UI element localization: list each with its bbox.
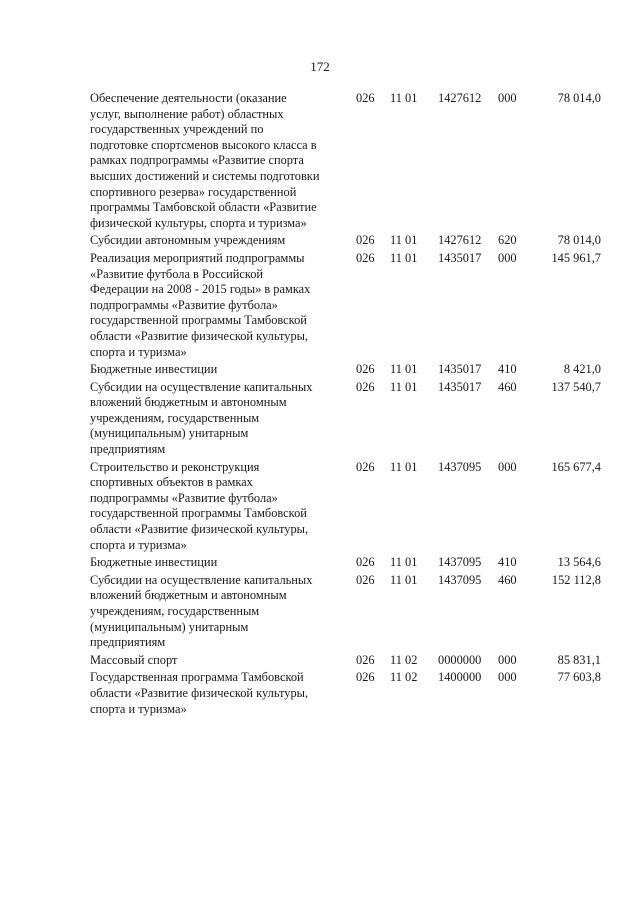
row-rz-pr: 11 02 (390, 652, 418, 667)
row-vr: 410 (498, 362, 517, 377)
table-row (90, 460, 601, 556)
row-name-line: программы Тамбовской области «Развитие (90, 200, 317, 215)
row-sum: 8 421,0 (563, 362, 601, 377)
row-name-line: подпрограммы «Развитие футбола» (90, 490, 278, 505)
row-name-line: Обеспечение деятельности (оказание (90, 91, 287, 105)
row-name (90, 670, 356, 719)
row-name-line: подпрограммы «Развитие футбола» (90, 297, 278, 312)
row-vr: 620 (498, 233, 517, 248)
row-csr: 1427612 (438, 91, 482, 105)
table-row (90, 670, 601, 719)
row-rz-pr: 11 01 (390, 233, 418, 248)
row-vr: 000 (498, 670, 517, 685)
row-name (90, 362, 356, 380)
row-name-line: «Развитие футбола в Российской (90, 266, 264, 281)
row-name-line: учреждениям, государственным (90, 604, 260, 618)
row-rz-pr: 11 01 (390, 555, 418, 570)
row-csr: 1437095 (438, 555, 482, 570)
row-name (90, 460, 356, 556)
page-number: 172 (310, 59, 330, 74)
row-vr: 000 (498, 652, 517, 667)
row-name-line: Бюджетные инвестиции (90, 555, 218, 570)
row-name-line: подготовке спортсменов высокого класса в (90, 137, 317, 152)
row-sum: 78 014,0 (557, 91, 601, 105)
table-row (90, 573, 601, 653)
row-name-line: области «Развитие физической культуры, (90, 685, 309, 700)
table-row (90, 251, 601, 362)
row-csr: 1437095 (438, 572, 482, 587)
row-name-line: государственных учреждений по (90, 122, 264, 137)
table-row (90, 380, 601, 460)
row-name-line: Реализация мероприятий подпрограммы (90, 250, 305, 265)
row-ved: 026 (356, 572, 375, 587)
row-csr: 1435017 (438, 379, 482, 394)
table-row (90, 362, 601, 380)
row-name-line: предприятиям (90, 635, 166, 650)
row-name (90, 233, 356, 251)
row-ved: 026 (356, 379, 375, 394)
row-sum: 165 677,4 (551, 459, 601, 474)
row-name-line: предприятиям (90, 442, 166, 457)
row-name-line: Субсидии на осуществление капитальных (90, 572, 313, 587)
row-rz-pr: 11 02 (390, 670, 418, 685)
row-ved: 026 (356, 91, 375, 105)
row-name-line: (муниципальным) унитарным (90, 426, 249, 441)
row-ved: 026 (356, 555, 375, 570)
table-row (90, 91, 601, 233)
row-name-line: спорта и туризма» (90, 701, 187, 716)
row-sum: 77 603,8 (557, 670, 601, 685)
row-name (90, 555, 356, 573)
row-name-line: Бюджетные инвестиции (90, 362, 218, 377)
row-sum: 152 112,8 (551, 572, 601, 587)
row-name-line: Строительство и реконструкция (90, 459, 260, 474)
row-name-line: Субсидии на осуществление капитальных (90, 379, 313, 394)
budget-rows (90, 91, 601, 719)
row-name-line: области «Развитие физической культуры, (90, 328, 309, 343)
row-name-line: Массовый спорт (90, 652, 178, 667)
row-name (90, 251, 356, 362)
row-ved: 026 (356, 459, 375, 474)
row-name-line: вложений бюджетным и автономным (90, 588, 287, 603)
row-name-line: области «Развитие физической культуры, (90, 522, 309, 537)
row-name-line: государственной программы Тамбовской (90, 313, 307, 328)
row-csr: 1400000 (438, 670, 482, 685)
row-csr: 1427612 (438, 233, 482, 248)
row-sum: 137 540,7 (551, 379, 601, 394)
row-sum: 13 564,6 (557, 555, 601, 570)
row-name (90, 380, 356, 460)
row-vr: 460 (498, 379, 517, 394)
row-name-line: государственной программы Тамбовской (90, 506, 307, 521)
row-name-line: вложений бюджетным и автономным (90, 395, 287, 410)
row-sum: 145 961,7 (551, 250, 601, 265)
row-ved: 026 (356, 362, 375, 377)
row-rz-pr: 11 01 (390, 250, 418, 265)
budget-table (90, 91, 601, 719)
row-name-line: Государственная программа Тамбовской (90, 670, 304, 685)
table-row (90, 555, 601, 573)
row-vr: 410 (498, 555, 517, 570)
row-csr: 1435017 (438, 362, 482, 377)
row-name-line: услуг, выполнение работ) областных (90, 106, 284, 121)
row-vr: 460 (498, 572, 517, 587)
row-rz-pr: 11 01 (390, 572, 418, 587)
row-name-line: спорта и туризма» (90, 344, 187, 359)
row-name-line: спортивного резерва» государственной (90, 184, 297, 199)
row-name (90, 573, 356, 653)
table-row (90, 653, 601, 671)
row-ved: 026 (356, 670, 375, 685)
row-ved: 026 (356, 250, 375, 265)
row-rz-pr: 11 01 (390, 459, 418, 474)
row-name-line: рамках подпрограммы «Развитие спорта (90, 153, 304, 168)
row-name-line: Федерации на 2008 - 2015 годы» в рамках (90, 282, 311, 297)
row-name-line: (муниципальным) унитарным (90, 619, 249, 634)
row-csr: 1435017 (438, 250, 482, 265)
row-name-line: учреждениям, государственным (90, 410, 260, 425)
row-name (90, 91, 356, 233)
row-vr: 000 (498, 91, 517, 105)
row-rz-pr: 11 01 (390, 91, 418, 105)
row-sum: 85 831,1 (557, 652, 601, 667)
row-name-line: спорта и туризма» (90, 537, 187, 552)
row-vr: 000 (498, 250, 517, 265)
row-sum: 78 014,0 (557, 233, 601, 248)
row-csr: 1437095 (438, 459, 482, 474)
row-ved: 026 (356, 233, 375, 248)
row-rz-pr: 11 01 (390, 379, 418, 394)
row-name (90, 653, 356, 671)
row-vr: 000 (498, 459, 517, 474)
row-name-line: спортивных объектов в рамках (90, 475, 253, 490)
row-name-line: высших достижений и системы подготовки (90, 168, 320, 183)
row-name-line: физической культуры, спорта и туризма» (90, 215, 307, 230)
row-ved: 026 (356, 652, 375, 667)
table-row (90, 233, 601, 251)
row-rz-pr: 11 01 (390, 362, 418, 377)
row-csr: 0000000 (438, 652, 482, 667)
row-name-line: Субсидии автономным учреждениям (90, 233, 286, 248)
